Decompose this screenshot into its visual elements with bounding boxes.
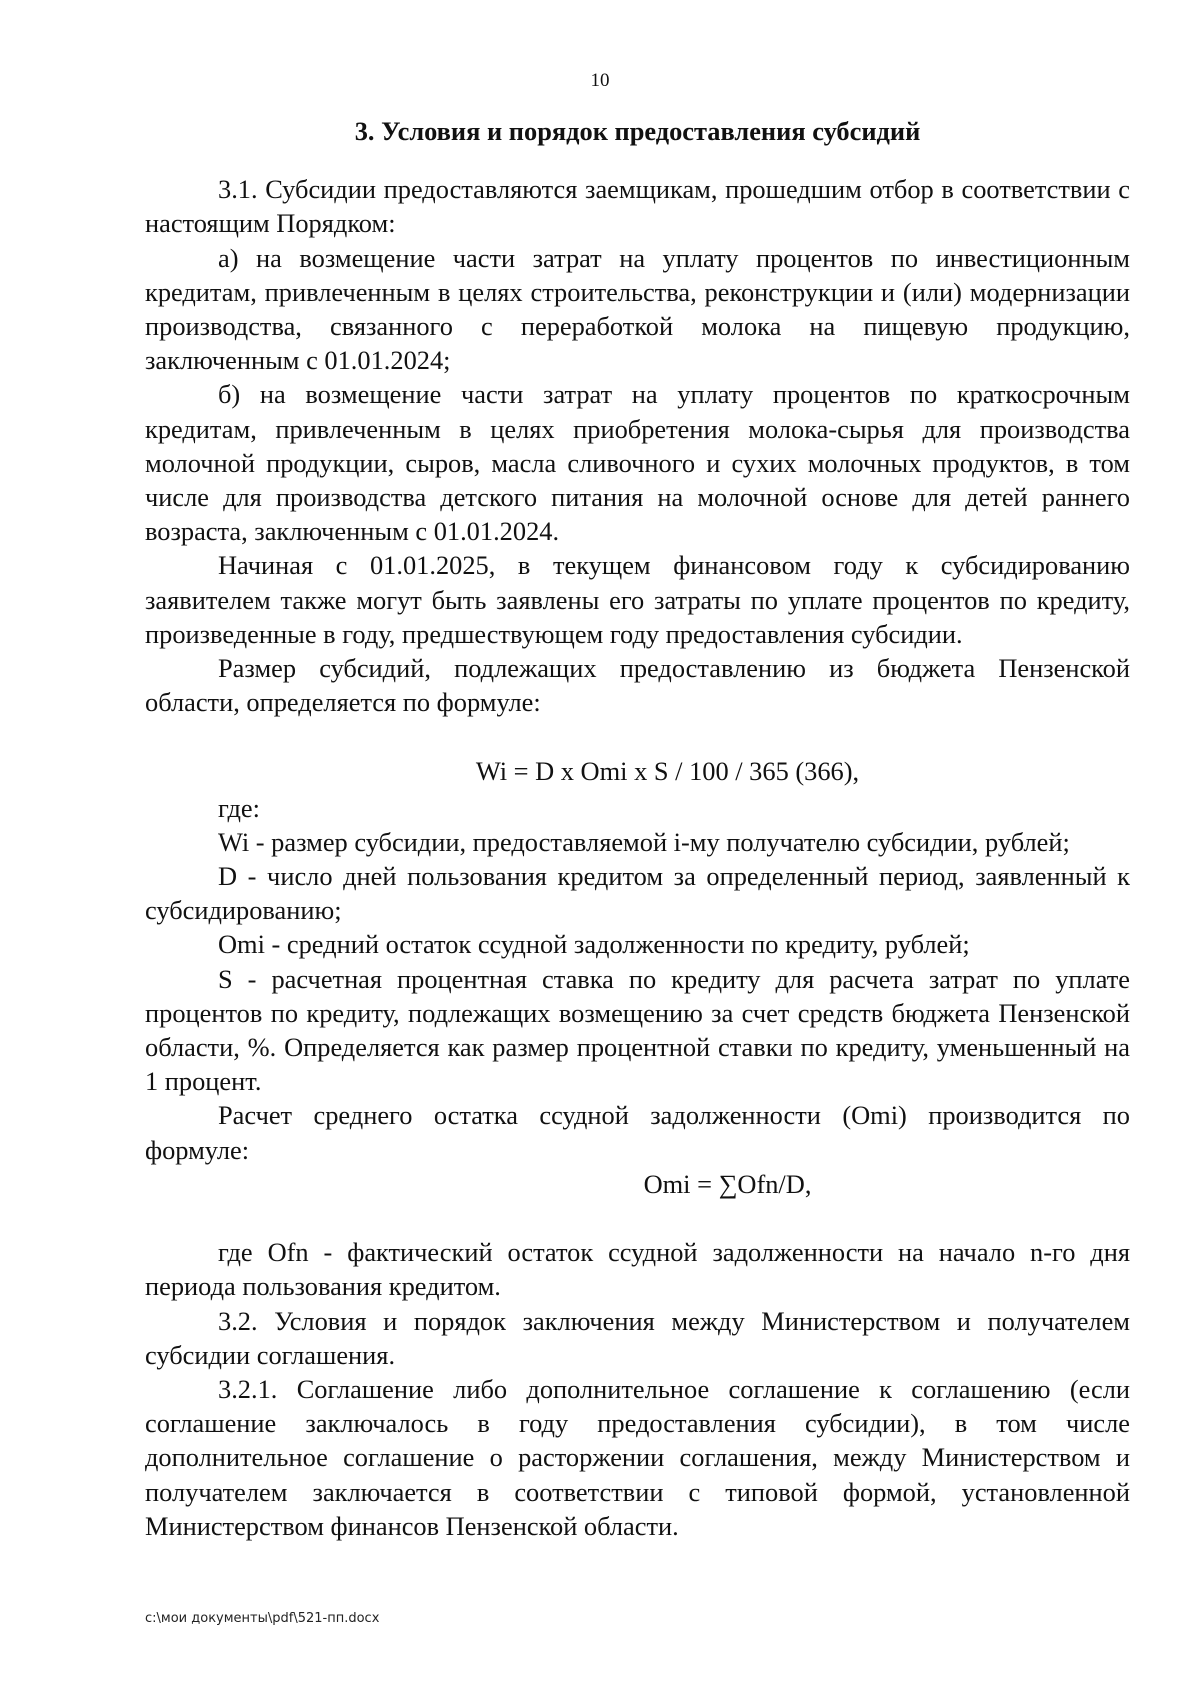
paragraph-item-a: а) на возмещение части затрат на уплату процентов по инвестиционным кредитам, привлеченным в целях строительства, реконструкции и (или) модернизации производства, связанного с переработкой молока на пищевую продукцию, заключенным с 01.01.2024; [145, 242, 1130, 376]
definition-ofn: где Ofn - фактический остаток ссудной задолженности на начало n-го дня периода пользования кредитом. [145, 1237, 1130, 1302]
formula-wi: Wi = D x Omi x S / 100 / 365 (366), [475, 756, 860, 787]
definition-d: D - число дней пользования кредитом за определенный период, заявленный к субсидированию; [145, 861, 1130, 926]
paragraph-from-2025: Начиная с 01.01.2025, в текущем финансовом году к субсидированию заявителем также могут быть заявлены его затраты по уплате процентов по кредиту, произведенные в году, предшествующем году предоставления субсидии. [145, 550, 1130, 649]
paragraph-3-1: 3.1. Субсидии предоставляются заемщикам, прошедшим отбор в соответствии с настоящим Порядком: [145, 174, 1130, 239]
paragraph-subsidy-size: Размер субсидий, подлежащих предоставлению из бюджета Пензенской области, определяется по формуле: [145, 653, 1130, 718]
definition-wi: Wi - размер субсидии, предоставляемой i-му получателю субсидии, рублей; [218, 826, 1070, 857]
paragraph-item-b: б) на возмещение части затрат на уплату процентов по краткосрочным кредитам, привлеченным в целях приобретения молока-сырья для производства молочной продукции, сыров, масла сливочного и сухих молочных продуктов, в том числе для производства детского питания на молочной основе для детей раннего возраста, заключенным с 01.01.2024. [145, 379, 1130, 547]
footer-file-path: c:\мои документы\pdf\521-пп.docx [145, 1611, 380, 1626]
definition-omi: Omi - средний остаток ссудной задолженности по кредиту, рублей; [218, 929, 970, 960]
formula-omi: Omi = ∑Ofn/D, [643, 1168, 812, 1199]
paragraph-3-2-1: 3.2.1. Соглашение либо дополнительное соглашение к соглашению (если соглашение заключалось в году предоставления субсидии), в том числе дополнительное соглашение о расторжении соглашения, между Министерством и получателем заключается в соответствии с типовой формой, установленной Министерством финансов Пензенской области. [145, 1373, 1130, 1541]
paragraph-3-2: 3.2. Условия и порядок заключения между Министерством и получателем субсидии соглашения. [145, 1305, 1130, 1370]
definition-where: где: [218, 792, 260, 823]
document-body [145, 114, 1130, 1543]
definition-s: S - расчетная процентная ставка по кредиту для расчета затрат по уплате процентов по кредиту, подлежащих возмещению за счет средств бюджета Пензенской области, %. Определяется как размер процентной ставки по кредиту, уменьшенный на 1 процент. [145, 963, 1130, 1097]
paragraph-omi-calc: Расчет среднего остатка ссудной задолженности (Omi) производится по формуле: [145, 1100, 1130, 1165]
section-heading: 3. Условия и порядок предоставления субсидий [354, 116, 921, 146]
page-number: 10 [590, 70, 610, 91]
